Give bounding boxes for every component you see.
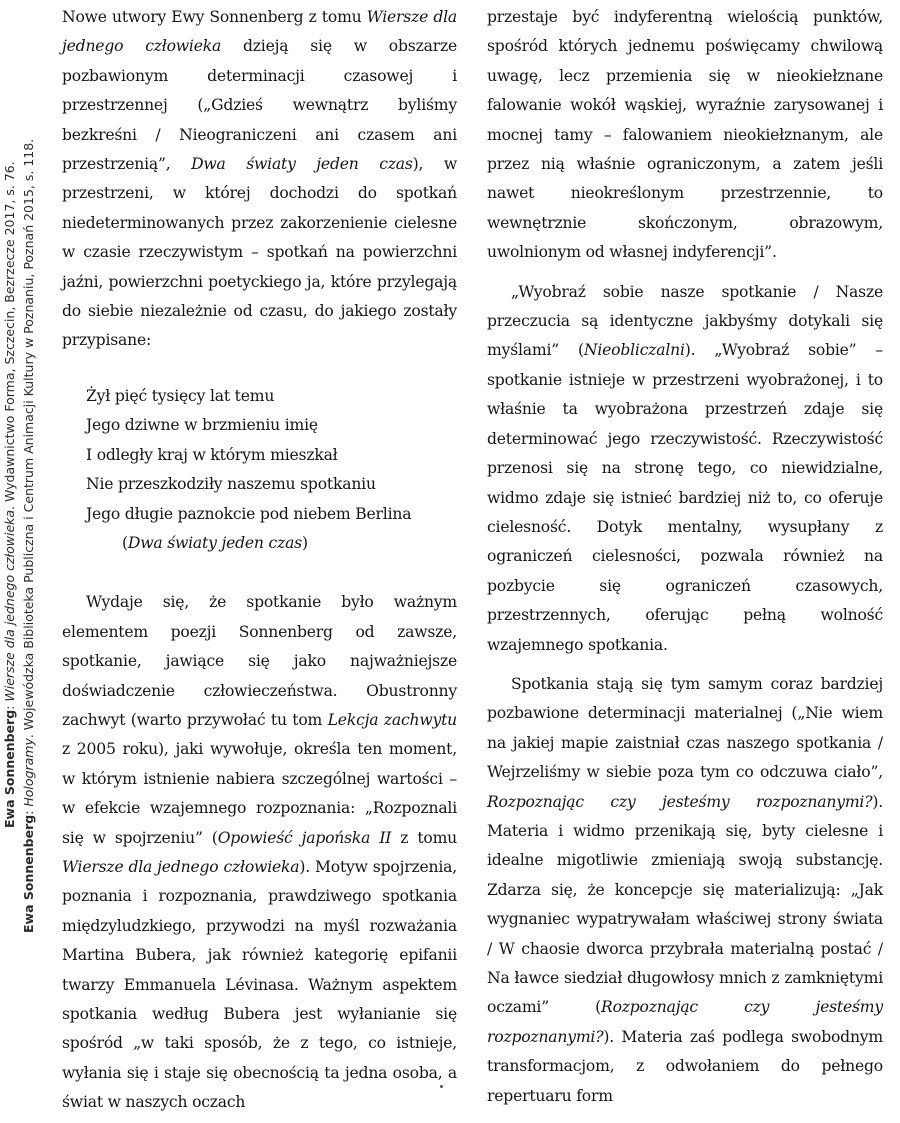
italic-title: Dwa światy jeden czas bbox=[191, 155, 413, 174]
side-note-colon: : bbox=[21, 806, 36, 815]
side-note-colon: : bbox=[2, 701, 17, 710]
side-note-reference-2 bbox=[21, 139, 36, 933]
poem-line: Jego długie paznokcie pod niebem Berlina bbox=[86, 504, 412, 523]
italic-title: Rozpoznając czy jesteśmy rozpoznanymi? bbox=[487, 998, 884, 1046]
poem-line: I odległy kraj w którym mieszkał bbox=[86, 445, 338, 464]
side-note-title: Wiersze dla jednego człowieka bbox=[2, 509, 17, 702]
italic-title: Wiersze dla jednego człowieka bbox=[62, 857, 300, 876]
side-note-publisher: . Wydawnictwo Forma, Szczecin, Bezrzecze 2017, s. 76. bbox=[2, 161, 17, 510]
side-note-reference-1 bbox=[2, 161, 17, 828]
italic-title: Rozpoznając czy jesteśmy rozpoznanymi? bbox=[487, 792, 873, 811]
poem-quote bbox=[86, 382, 457, 558]
print-dot bbox=[440, 1085, 443, 1088]
paragraph bbox=[487, 278, 883, 660]
text-run: „Wyobraź sobie nasze spotkanie / Nasze przeczucia są identyczne jakbyśmy dotykali się myślami” ( bbox=[487, 282, 883, 360]
text-run: ). Motyw spojrzenia, poznania i rozpoznania, prawdziwego spotkania międzyludzkiego, przywodzi na myśl rozważania Martina Bubera, jak również kategorię epifanii twarzy Emmanuela Lévinasa. Ważnym aspektem spotkania według Bubera jest wyłanianie się spośród „w taki sposób, że z tego, co istnieje, wyłania się i staje się obecnością ta jedna osoba, a świat w naszych oczach bbox=[62, 857, 457, 1112]
text-run: ). Materia i widmo przenikają się, byty cielesne i idealne migotliwie zmieniają swoją substancję. Zdarza się, że koncepcje się materializują: „Jak wygnaniec wypatrywałam właściwej strony świata / W chaosie dworca przybrała materialną postać / Na ławce siedział długowłosy mnich z zamkniętymi oczami” ( bbox=[487, 792, 883, 1017]
text-run: ( bbox=[122, 533, 128, 552]
left-column bbox=[62, 3, 457, 1118]
paragraph bbox=[487, 3, 883, 268]
side-note-publisher: . Wojewódzka Biblioteka Publiczna i Centrum Animacji Kultury w Poznaniu, Poznań 2015, s. 118. bbox=[21, 138, 36, 739]
italic-title: Dwa światy jeden czas bbox=[127, 533, 302, 552]
italic-title: Lekcja zachwytu bbox=[327, 710, 457, 729]
paragraph bbox=[62, 3, 457, 356]
poem-line: Jego dziwne w brzmieniu imię bbox=[86, 416, 318, 435]
italic-title: Wiersze dla jednego człowieka bbox=[62, 8, 457, 56]
paragraph bbox=[62, 588, 457, 1117]
text-run: ). „Wyobraź sobie” – spotkanie istnieje w przestrzeni wyobrażonej, i to właśnie ta wyobrażona przestrzeń zdaje się determinować jego rzeczywistość. Rzeczywistość przenosi się na stronę tego, co niewidzialne, widmo zdaje się istnieć bardziej niż to, co oferuje cielesność. Dotyk mentalny, wysupłany z ograniczeń cielesności, pozwala również na pozbycie się ograniczeń czasowych, przestrzennych, oferując pełną wolność wzajemnego spotkania. bbox=[487, 341, 884, 654]
poem-line: Nie przeszkodziły naszemu spotkaniu bbox=[86, 475, 376, 494]
side-note-author: Ewa Sonnenberg bbox=[21, 814, 36, 933]
text-run: ) bbox=[301, 533, 308, 552]
text-run: ). Materia zaś podlega swobodnym transformacjom, z odwołaniem do pełnego repertuaru form bbox=[487, 1027, 883, 1105]
side-note-title: Hologramy bbox=[21, 738, 36, 807]
text-run: przestaje być indyferentną wielością punktów, spośród których jednemu poświęcamy chwilową uwagę, lecz przemienia się w nieokiełznane falowanie wokół wąskiej, wyraźnie zarysowanej i mocnej tamy – falowaniem nieokiełznanym, ale przez nią właśnie ograniczonym, a zatem jeśli nawet nieokreślonym przestrzennie, to wewnętrznie skończonym, obrazowym, uwolnionym od własnej indyferencji”. bbox=[487, 8, 883, 262]
text-run: Spotkania stają się tym samym coraz bardziej pozbawione determinacji materialnej („Nie wiem na jakiej mapie zaistniał czas naszego spotkania / Wejrzeliśmy w siebie poza tym co odczuwa ciało”, bbox=[487, 674, 883, 782]
side-note-author: Ewa Sonnenberg bbox=[2, 709, 17, 828]
text-run: z 2005 roku), jaki wywołuje, określa ten moment, w którym istnienie nabiera szczególnej wartości – w efekcie wzajemnego rozpoznania: „Rozpoznali się w spojrzeniu” ( bbox=[62, 740, 457, 847]
text-run: dzieją się w obszarze pozbawionym determinacji czasowej i przestrzennej („Gdzieś wewnątrz byliśmy bezkreśni / Nieograniczeni ani czasem ani przestrzenią”, bbox=[62, 37, 457, 174]
poem-line: Żył pięć tysięcy lat temu bbox=[86, 386, 275, 405]
text-run: ), w przestrzeni, w której dochodzi do spotkań niedeterminowanych przez zakorzenienie cielesne w czasie rzeczywistym – spotkań na powierzchni jaźni, powierzchni poetyckiego ja, które przylegają do siebie niezależnie od czasu, do jakiego zostały przypisane: bbox=[62, 155, 458, 350]
italic-title: Nieobliczalni bbox=[583, 341, 685, 360]
right-column bbox=[487, 3, 883, 1111]
poem-source bbox=[86, 529, 457, 558]
text-run: Wydaje się, że spotkanie było ważnym elementem poezji Sonnenberg od zawsze, spotkanie, jawiące się jako najważniejsze doświadczenie człowieczeństwa. Obustronny zachwyt (warto przywołać tu tom bbox=[62, 593, 457, 729]
text-run: Nowe utwory Ewy Sonnenberg z tomu bbox=[62, 8, 367, 26]
text-run: z tomu bbox=[391, 828, 457, 847]
italic-title: Opowieść japońska II bbox=[217, 828, 392, 847]
paragraph bbox=[487, 670, 883, 1111]
